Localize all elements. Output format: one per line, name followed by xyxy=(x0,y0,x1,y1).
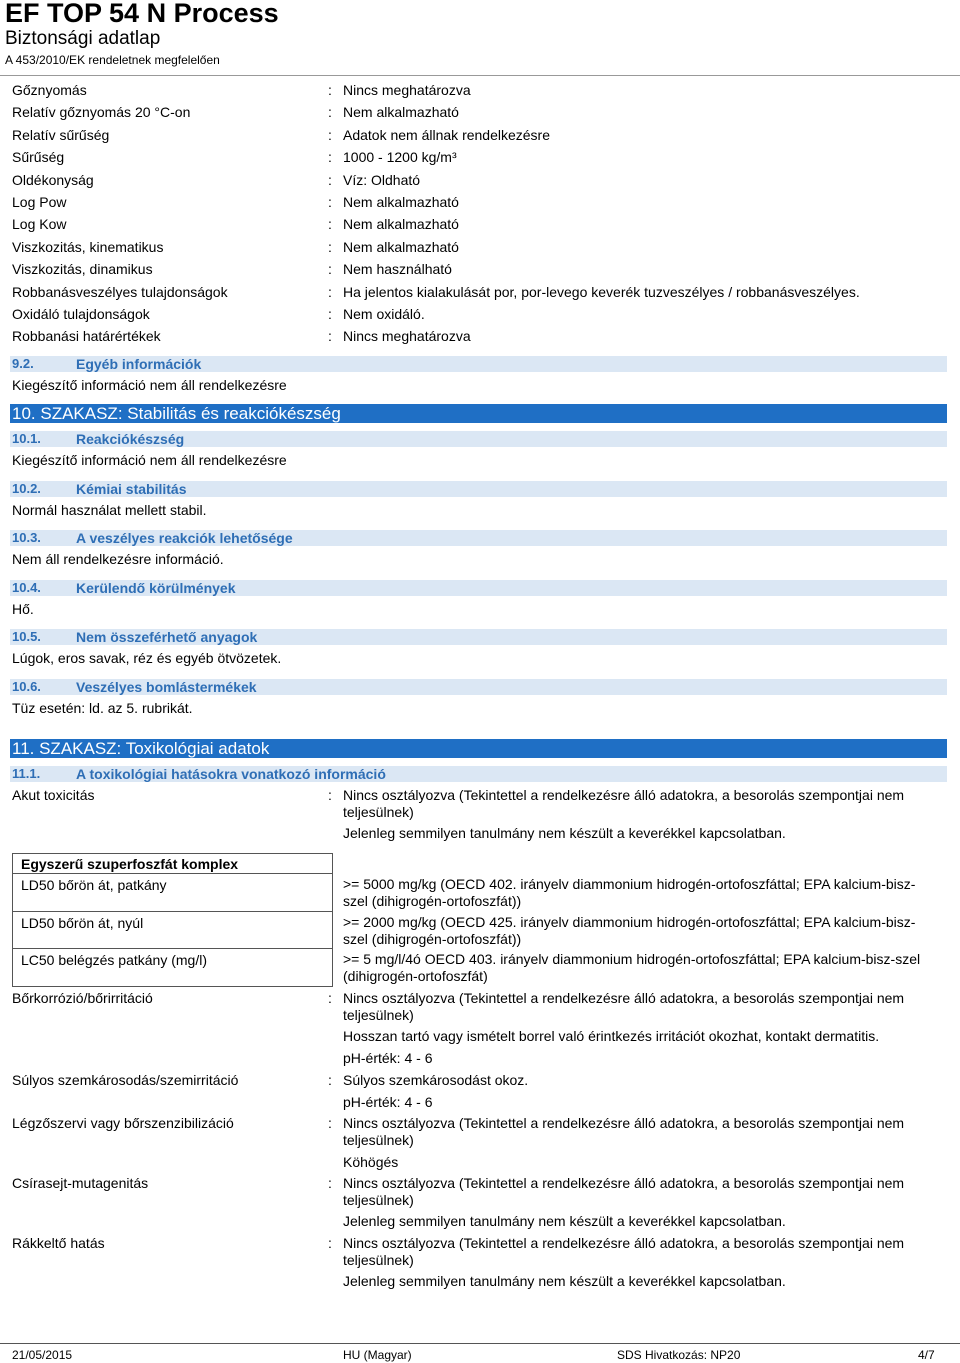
section-11-banner xyxy=(10,739,947,758)
property-value: Adatok nem állnak rendelkezésre xyxy=(343,127,551,143)
subsection-number: 10.3. xyxy=(12,530,41,545)
sensitisation-label: Légzőszervi vagy bőrszenzibilizáció xyxy=(12,1115,234,1131)
acute-toxicity-note: Jelenleg semmilyen tanulmány nem készült a keverékkel kapcsolatban. xyxy=(343,825,786,841)
table-row xyxy=(13,949,332,986)
colon: : xyxy=(328,284,332,300)
table-header: Egyszerű szuperfoszfát komplex xyxy=(13,854,332,874)
table-cell-value: >= 5 mg/l/4ó OECD 403. irányelv diammonium hidrogén-ortofoszfáttal; EPA kalcium-bisz-szel (dihigrogén-ortofoszfát) xyxy=(343,951,921,984)
skin-corrosion-label: Bőrkorrózió/bőrirritáció xyxy=(12,990,153,1006)
subsection-text: Kiegészítő információ nem áll rendelkezésre xyxy=(12,452,287,468)
property-label: Relatív gőznyomás 20 °C-on xyxy=(12,104,191,120)
footer-sds-reference: SDS Hivatkozás: NP20 xyxy=(617,1348,741,1362)
section-10-banner xyxy=(10,404,947,423)
colon: : xyxy=(328,82,332,98)
property-value: Nem alkalmazható xyxy=(343,216,459,232)
subsection-text: Normál használat mellett stabil. xyxy=(12,502,207,518)
subsection-9-2 xyxy=(10,356,947,372)
carcinogenicity-label: Rákkeltő hatás xyxy=(12,1235,105,1251)
subsection-title: Kémiai stabilitás xyxy=(76,481,187,497)
table-cell-label: LC50 belégzés patkány (mg/l) xyxy=(21,952,207,968)
subsection-10-2 xyxy=(10,481,947,497)
sensitisation-note: Köhögés xyxy=(343,1154,399,1170)
subsection-title: Kerülendő körülmények xyxy=(76,580,236,596)
subsection-text: Lúgok, eros savak, réz és egyéb ötvözetek. xyxy=(12,650,282,666)
document-subtitle: Biztonsági adatlap xyxy=(5,28,161,49)
table-cell-label: LD50 bőrön át, patkány xyxy=(21,877,167,893)
property-value: Nincs meghatározva xyxy=(343,82,471,98)
acute-toxicity-value: Nincs osztályozva (Tekintettel a rendelkezésre álló adatokra, a besorolás szempontjai nem teljesülnek) xyxy=(343,787,905,820)
table-row xyxy=(13,874,332,912)
property-value: Nem alkalmazható xyxy=(343,194,459,210)
colon: : xyxy=(328,1235,332,1251)
subsection-text: Tüz esetén: ld. az 5. rubrikát. xyxy=(12,700,193,716)
property-label: Relatív sűrűség xyxy=(12,127,110,143)
eye-ph-value: pH-érték: 4 - 6 xyxy=(343,1094,433,1110)
subsection-number: 10.5. xyxy=(12,629,41,644)
subsection-10-4 xyxy=(10,580,947,596)
table-cell-value: >= 5000 mg/kg (OECD 402. irányelv diammonium hidrogén-ortofoszfáttal; EPA kalcium-bisz-szel (dihigrogén-ortofoszfát)) xyxy=(343,876,916,909)
sensitisation-value: Nincs osztályozva (Tekintettel a rendelkezésre álló adatokra, a besorolás szempontjai nem teljesülnek) xyxy=(343,1115,905,1148)
property-value: Nem alkalmazható xyxy=(343,239,459,255)
subsection-number: 10.1. xyxy=(12,431,41,446)
subsection-10-6 xyxy=(10,679,947,695)
property-value: Ha jelentos kialakulását por, por-levego keverék tuzveszélyes / robbanásveszélyes. xyxy=(343,284,860,300)
table-cell-label: LD50 bőrön át, nyúl xyxy=(21,915,144,931)
carcinogenicity-value: Nincs osztályozva (Tekintettel a rendelkezésre álló adatokra, a besorolás szempontjai nem teljesülnek) xyxy=(343,1235,905,1268)
document-header xyxy=(5,0,279,68)
property-label: Oxidáló tulajdonságok xyxy=(12,306,150,322)
subsection-title: Nem összeférhető anyagok xyxy=(76,629,258,645)
colon: : xyxy=(328,787,332,803)
subsection-title: Veszélyes bomlástermékek xyxy=(76,679,257,695)
product-title: EF TOP 54 N Process xyxy=(5,0,279,28)
mutagenicity-value: Nincs osztályozva (Tekintettel a rendelkezésre álló adatokra, a besorolás szempontjai nem teljesülnek) xyxy=(343,1175,905,1208)
colon: : xyxy=(328,172,332,188)
subsection-10-5 xyxy=(10,629,947,645)
colon: : xyxy=(328,328,332,344)
property-label: Oldékonyság xyxy=(12,172,94,188)
eye-damage-label: Súlyos szemkárosodás/szemirritáció xyxy=(12,1072,239,1088)
skin-corrosion-value: Nincs osztályozva (Tekintettel a rendelkezésre álló adatokra, a besorolás szempontjai nem teljesülnek) xyxy=(343,990,905,1023)
colon: : xyxy=(328,261,332,277)
colon: : xyxy=(328,990,332,1006)
subsection-title: Egyéb információk xyxy=(76,356,202,372)
subsection-10-3 xyxy=(10,530,947,546)
regulation-note: A 453/2010/EK rendeletnek megfelelően xyxy=(5,53,220,67)
subsection-text: Nem áll rendelkezésre információ. xyxy=(12,551,224,567)
colon: : xyxy=(328,239,332,255)
property-value: Nem oxidáló. xyxy=(343,306,425,322)
footer-divider xyxy=(0,1343,960,1344)
subsection-title: A toxikológiai hatásokra vonatkozó információ xyxy=(76,766,386,782)
table-row xyxy=(13,912,332,949)
subsection-text: Kiegészítő információ nem áll rendelkezésre xyxy=(12,377,287,393)
footer-language: HU (Magyar) xyxy=(343,1348,412,1362)
carcinogenicity-note: Jelenleg semmilyen tanulmány nem készült a keverékkel kapcsolatban. xyxy=(343,1273,786,1289)
ld50-table xyxy=(12,853,333,987)
section-title: 11. SZAKASZ: Toxikológiai adatok xyxy=(12,739,270,758)
property-label: Log Pow xyxy=(12,194,67,210)
table-cell-value: >= 2000 mg/kg (OECD 425. irányelv diammonium hidrogén-ortofoszfáttal; EPA kalcium-bisz-szel (dihigrogén-ortofoszfát)) xyxy=(343,914,916,947)
eye-damage-value: Súlyos szemkárosodást okoz. xyxy=(343,1072,529,1088)
mutagenicity-label: Csírasejt-mutagenitás xyxy=(12,1175,149,1191)
colon: : xyxy=(328,216,332,232)
mutagenicity-note: Jelenleg semmilyen tanulmány nem készült a keverékkel kapcsolatban. xyxy=(343,1213,786,1229)
subsection-11-1 xyxy=(10,766,947,782)
property-label: Sűrűség xyxy=(12,149,65,165)
colon: : xyxy=(328,127,332,143)
property-value: Nincs meghatározva xyxy=(343,328,471,344)
property-label: Robbanási határértékek xyxy=(12,328,161,344)
property-label: Log Kow xyxy=(12,216,67,232)
colon: : xyxy=(328,104,332,120)
subsection-number: 10.4. xyxy=(12,580,41,595)
subsection-10-1 xyxy=(10,431,947,447)
property-value: Nem alkalmazható xyxy=(343,104,459,120)
section-title: 10. SZAKASZ: Stabilitás és reakciókészség xyxy=(12,404,341,423)
skin-corrosion-note: Hosszan tartó vagy ismételt borrel való érintkezés irritációt okozhat, kontakt dermatitis. xyxy=(343,1028,880,1044)
footer-date: 21/05/2015 xyxy=(12,1348,73,1362)
colon: : xyxy=(328,1175,332,1191)
subsection-title: A veszélyes reakciók lehetősége xyxy=(76,530,293,546)
property-value: 1000 - 1200 kg/m³ xyxy=(343,149,457,165)
acute-toxicity-label: Akut toxicitás xyxy=(12,787,95,803)
property-value: Nem használható xyxy=(343,261,452,277)
colon: : xyxy=(328,149,332,165)
footer-page-number: 4/7 xyxy=(918,1348,935,1362)
skin-ph-value: pH-érték: 4 - 6 xyxy=(343,1050,433,1066)
colon: : xyxy=(328,1072,332,1088)
subsection-number: 10.6. xyxy=(12,679,41,694)
subsection-number: 9.2. xyxy=(12,356,34,371)
subsection-text: Hő. xyxy=(12,601,34,617)
property-label: Viszkozitás, kinematikus xyxy=(12,239,164,255)
subsection-number: 10.2. xyxy=(12,481,41,496)
header-divider xyxy=(0,75,960,76)
property-label: Gőznyomás xyxy=(12,82,87,98)
property-label: Viszkozitás, dinamikus xyxy=(12,261,153,277)
colon: : xyxy=(328,194,332,210)
subsection-title: Reakciókészség xyxy=(76,431,185,447)
colon: : xyxy=(328,1115,332,1131)
property-value: Víz: Oldható xyxy=(343,172,421,188)
colon: : xyxy=(328,306,332,322)
subsection-number: 11.1. xyxy=(12,766,41,781)
property-label: Robbanásveszélyes tulajdonságok xyxy=(12,284,228,300)
